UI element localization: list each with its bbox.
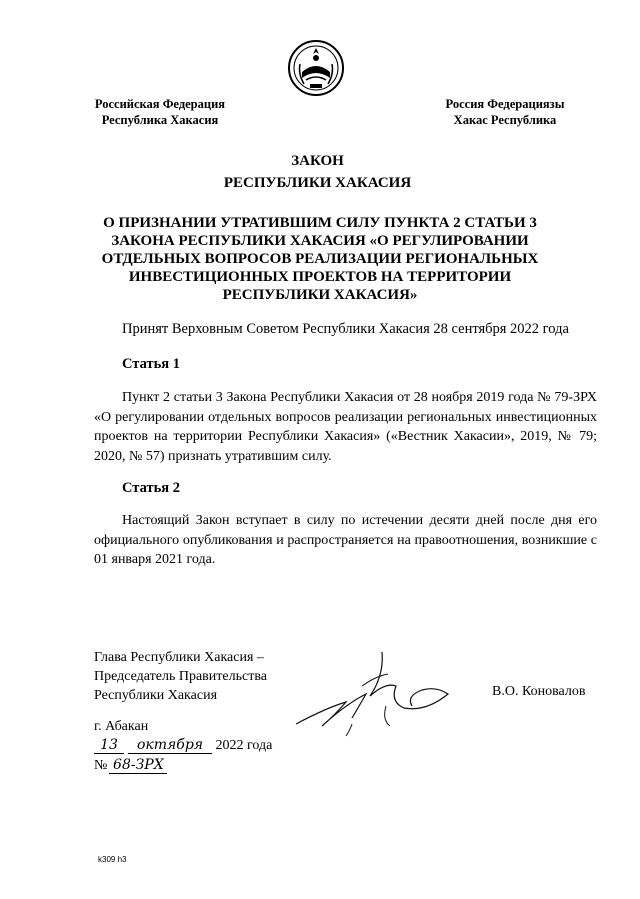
footer-code: k309 h3 <box>98 855 127 864</box>
khakassia-coat-of-arms-icon <box>286 38 346 98</box>
title-line2: РЕСПУБЛИКИ ХАКАСИЯ <box>223 175 412 191</box>
header-left <box>80 96 240 128</box>
date-day-handwritten: 13 <box>94 737 124 754</box>
signer-position-line3: Республики Хакасия <box>94 688 218 703</box>
law-number-prefix: № <box>94 758 108 773</box>
article-1-heading: Статья 1 <box>122 356 180 372</box>
title-line1: ЗАКОН <box>291 153 344 169</box>
header-right-line2: Хакас Республика <box>453 113 557 127</box>
adoption-note: Принят Верховным Советом Республики Хакасия 28 сентября 2022 года <box>122 321 569 337</box>
header-right <box>425 96 585 128</box>
header-left-line1: Российская Федерация <box>94 97 226 111</box>
signing-date <box>94 737 272 754</box>
handwritten-signature <box>286 646 466 746</box>
header-right-line1: Россия Федерациязы <box>445 97 565 111</box>
signer-name: В.О. Коновалов <box>492 684 586 699</box>
city: г. Абакан <box>94 719 149 734</box>
date-month-handwritten: октября <box>128 737 212 754</box>
law-number-handwritten: 68-ЗРХ <box>109 757 167 774</box>
article-1-text: Пункт 2 статьи 3 Закона Республики Хакасия от 28 ноября 2019 года № 79-ЗРХ «О регулировании отдельных вопросов реализации региональных инвестиционных проектов на территории Республики Хакасия» («Вестник Хакасии», 2019, № 79; 2020, № 57) признать утратившим силу. <box>94 390 597 464</box>
header-left-line2: Республика Хакасия <box>101 113 219 127</box>
law-number <box>94 757 167 774</box>
date-year: 2022 года <box>215 738 273 753</box>
article-2-text: Настоящий Закон вступает в силу по истечении десяти дней после дня его официального опубликования и распространяется на правоотношения, возникшие с 01 января 2021 года. <box>94 513 597 567</box>
signer-position <box>94 648 267 705</box>
signer-position-line2: Председатель Правительства <box>94 669 267 684</box>
article-2-heading: Статья 2 <box>122 480 180 496</box>
document-title <box>80 150 555 194</box>
signer-position-line1: Глава Республики Хакасия – <box>94 650 264 665</box>
law-name: О ПРИЗНАНИИ УТРАТИВШИМ СИЛУ ПУНКТА 2 СТАТЬИ 3 ЗАКОНА РЕСПУБЛИКИ ХАКАСИЯ «О РЕГУЛИРОВАНИИ ОТДЕЛЬНЫХ ВОПРОСОВ РЕАЛИЗАЦИИ РЕГИОНАЛЬНЫХ ИНВЕСТИЦИОННЫХ ПРОЕКТОВ НА ТЕРРИТОРИИ РЕСПУБЛИКИ ХАКАСИЯ» <box>101 215 539 303</box>
